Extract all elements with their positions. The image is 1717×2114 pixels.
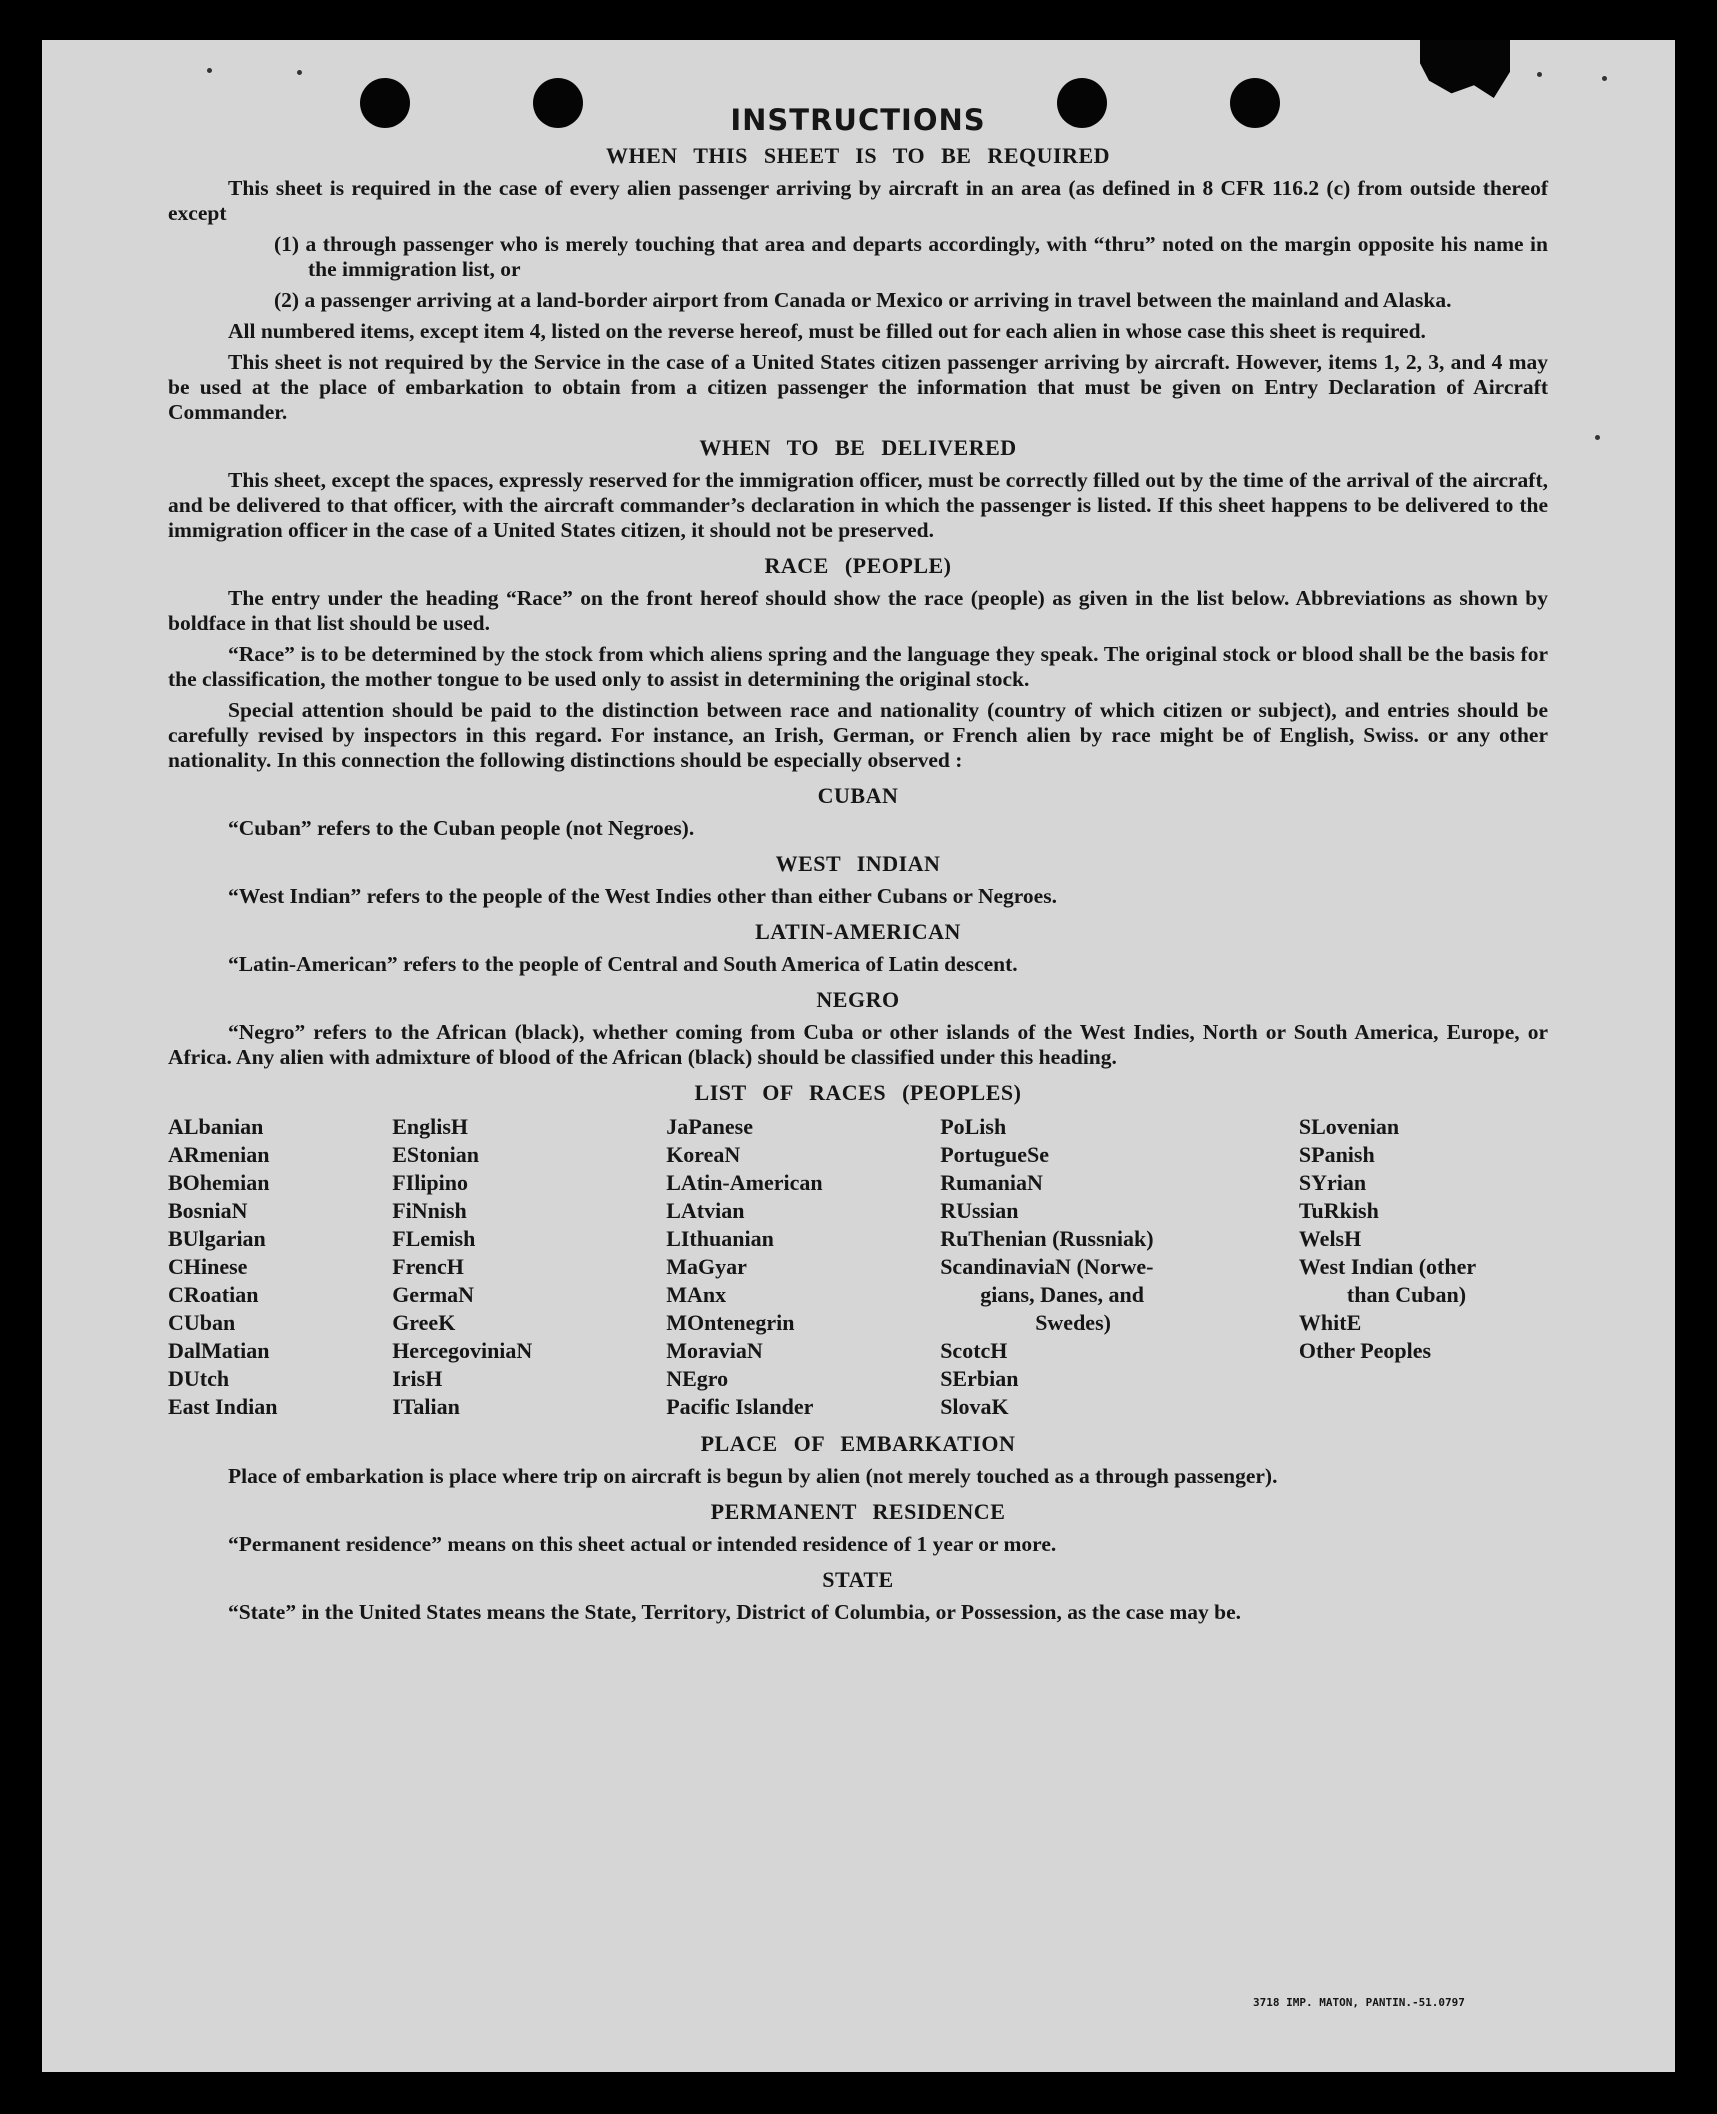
race-item: DalMatian [168,1338,270,1363]
race-item: EStonian [392,1142,480,1167]
race-item: SYrian [1298,1170,1367,1195]
residence-definition: “Permanent residence” means on this sheet actual or intended residence of 1 year or more. [228,1532,1057,1556]
races-column-3 [666,1113,940,1421]
heading-list-of-races: LIST OF RACES (PEOPLES) [694,1080,1022,1105]
race-item: MaGyar [666,1254,747,1279]
race-item: LIthuanian [666,1226,774,1251]
race-item: FLemish [392,1226,476,1251]
citizen-paragraph: This sheet is not required by the Service in the case of a United States citizen passenger arriving by aircraft. However, items 1, 2, 3, and 4 may be used at the place of embarkation to obtain from a citizen passenger the information that must be given on Entry Declaration of Aircraft Commander. [168,350,1548,424]
race-item: LAtvian [666,1198,745,1223]
race-item: SPanish [1298,1142,1375,1167]
race-item: FIlipino [392,1170,468,1195]
state-definition: “State” in the United States means the State, Territory, District of Columbia, or Possession, as the case may be. [228,1600,1242,1624]
speck [1537,72,1542,77]
race-item: West Indian (other [1298,1254,1477,1279]
torn-corner [1420,40,1510,98]
races-column-4 [940,1113,1299,1421]
race-item: RUssian [940,1198,1019,1223]
race-item: MoraviaN [666,1338,763,1363]
required-intro: This sheet is required in the case of every alien passenger arriving by aircraft in an area (as defined in 8 CFR 116.2 (c) from outside thereof except [168,176,1548,225]
race-item: ALbanian [168,1114,264,1139]
race-item: GermaN [392,1282,475,1307]
page-title: INSTRUCTIONS [730,103,986,137]
race-item: CUban [168,1310,236,1335]
race-item: ScotcH [940,1338,1008,1363]
west-indian-definition: “West Indian” refers to the people of the West Indies other than either Cubans or Negroes. [228,884,1057,908]
race-item: KoreaN [666,1142,741,1167]
race-item: TuRkish [1298,1198,1379,1223]
numbered-items-paragraph: All numbered items, except item 4, listed on the reverse hereof, must be filled out for each alien in whose case this sheet is required. [228,319,1426,343]
race-item: JaPanese [666,1114,753,1139]
races-list [168,1113,1548,1421]
race-item: BosniaN [168,1198,248,1223]
speck [207,68,212,73]
heading-when-delivered: WHEN TO BE DELIVERED [699,435,1017,460]
instructions-content [168,104,1548,1631]
speck [1595,435,1600,440]
heading-cuban: CUBAN [817,783,899,808]
race-item: WelsH [1298,1226,1362,1251]
race-item: Pacific Islander [666,1394,814,1419]
race-item: gians, Danes, and [980,1282,1145,1307]
race-item: DUtch [168,1366,230,1391]
race-item: than Cuban) [1346,1282,1467,1307]
heading-state: STATE [822,1567,894,1592]
race-item: BOhemian [168,1170,270,1195]
race-item: RumaniaN [940,1170,1043,1195]
race-item: ScandinaviaN (Norwe- [940,1254,1154,1279]
race-item: SLovenian [1298,1114,1400,1139]
cuban-definition: “Cuban” refers to the Cuban people (not Negroes). [228,816,695,840]
race-item: BUlgarian [168,1226,266,1251]
race-item: LAtin-American [666,1170,823,1195]
delivered-paragraph: This sheet, except the spaces, expressly reserved for the immigration officer, must be correctly filled out by the time of the arrival of the aircraft, and be delivered to that officer, with the aircraft commander’s declaration in which the passenger is listed. If this sheet happens to be delivered to the immigration officer in the case of a United States citizen, it should not be preserved. [168,468,1548,542]
heading-permanent-residence: PERMANENT RESIDENCE [710,1499,1006,1524]
embarkation-definition: Place of embarkation is place where trip on aircraft is begun by alien (not merely touched as a through passenger). [228,1464,1278,1488]
race-item: MAnx [666,1282,727,1307]
race-paragraph-2: “Race” is to be determined by the stock from which aliens spring and the language they speak. The original stock or blood shall be the basis for the classification, the mother tongue to be used only to assist in determining the original stock. [168,642,1548,691]
races-column-1 [168,1113,392,1421]
race-item: Other Peoples [1298,1338,1432,1363]
race-item: NEgro [666,1366,729,1391]
heading-race: RACE (PEOPLE) [764,553,952,578]
latin-american-definition: “Latin-American” refers to the people of Central and South America of Latin descent. [228,952,1018,976]
race-paragraph-3: Special attention should be paid to the distinction between race and nationality (country of which citizen or subject), and entries should be carefully revised by inspectors in this regard. For instance, an Irish, German, or French alien by race might be of English, Swiss. or any other nationality. In this connection the following distinctions should be especially observed : [168,698,1548,772]
race-item: SlovaK [940,1394,1009,1419]
race-item: MOntenegrin [666,1310,795,1335]
exception-item-1: (1) a through passenger who is merely touching that area and departs accordingly, with “thru” noted on the margin opposite his name in the immigration list, or [274,232,1548,281]
race-item: ITalian [392,1394,460,1419]
race-item: PortugueSe [940,1142,1049,1167]
speck [1602,76,1607,81]
race-item: PoLish [940,1114,1007,1139]
race-item: IrisH [392,1366,443,1391]
races-column-2 [392,1113,666,1421]
race-item: FiNnish [392,1198,467,1223]
race-item: ARmenian [168,1142,270,1167]
race-item: CRoatian [168,1282,259,1307]
heading-place-of-embarkation: PLACE OF EMBARKATION [700,1431,1016,1456]
races-column-5 [1299,1113,1548,1421]
printer-imprint: 3718 IMP. MATON, PANTIN.-51.0797 [1253,1996,1465,2009]
heading-when-required: WHEN THIS SHEET IS TO BE REQUIRED [605,143,1111,168]
race-item: HercegoviniaN [392,1338,533,1363]
heading-latin-american: LATIN-AMERICAN [755,919,961,944]
race-item: WhitE [1298,1310,1362,1335]
heading-negro: NEGRO [816,987,900,1012]
negro-definition: “Negro” refers to the African (black), whether coming from Cuba or other islands of the West Indies, North or South America, Europe, or Africa. Any alien with admixture of blood of the African (black) should be classified under this heading. [168,1020,1548,1069]
race-item: CHinese [168,1254,248,1279]
race-item: Swedes) [1035,1310,1111,1335]
race-item: FrencH [392,1254,464,1279]
race-item: SErbian [940,1366,1019,1391]
race-item: RuThenian (Russniak) [940,1226,1154,1251]
race-item: GreeK [392,1310,456,1335]
heading-west-indian: WEST INDIAN [775,851,941,876]
race-paragraph-1: The entry under the heading “Race” on the front hereof should show the race (people) as given in the list below. Abbreviations as shown by boldface in that list should be used. [168,586,1548,635]
race-item: East Indian [168,1394,278,1419]
race-item: EnglisH [392,1114,468,1139]
speck [297,70,302,75]
exception-item-2: (2) a passenger arriving at a land-border airport from Canada or Mexico or arriving in travel between the mainland and Alaska. [274,288,1452,312]
